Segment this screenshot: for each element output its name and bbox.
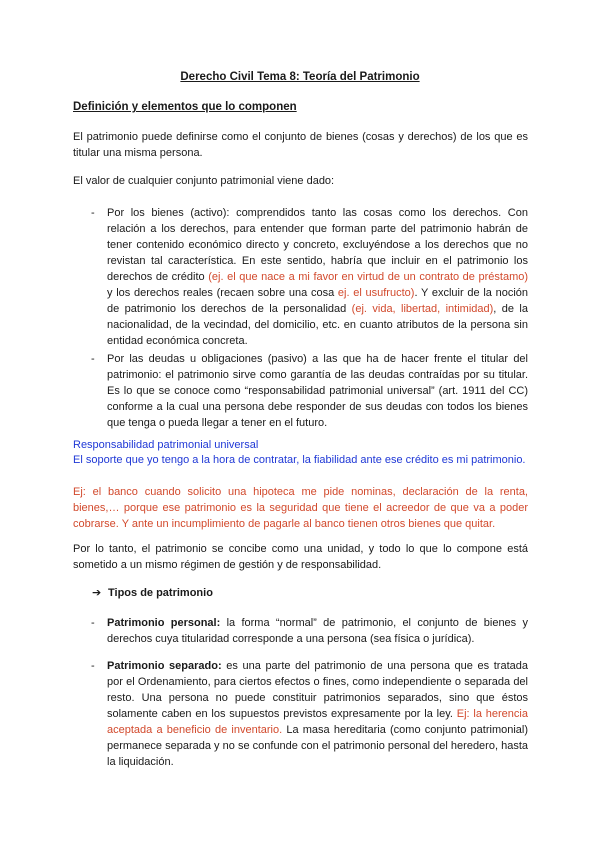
types-heading: Tipos de patrimonio	[108, 587, 213, 599]
section-heading: Definición y elementos que lo componen	[73, 101, 297, 113]
arrow-right-icon: ➔	[92, 587, 102, 599]
document-title: Derecho Civil Tema 8: Teoría del Patrimonio	[180, 71, 420, 83]
types-heading-row	[92, 585, 213, 601]
type-personal-label: Patrimonio personal:	[107, 617, 221, 629]
type-separate: Patrimonio separado: es una parte del patrimonio de una persona que es tratada por el Ordenamiento, para ciertos efectos o fines, como independiente o separada del resto. Una persona no puede constituir patrimonios separados, sino que éstos solamente caben en los supuestos previstos expresamente por la ley. Ej: la herencia aceptada a beneficio de inventario. La masa hereditaria (como conjunto patrimonial) permanece separada y no se confunde con el patrimonio personal del heredero, hasta la liquidación.	[107, 660, 529, 768]
paragraph-unity: Por lo tanto, el patrimonio se concibe como una unidad, y todo lo que lo compone está sometido a un mismo régimen de gestión y de responsabilidad.	[73, 543, 528, 571]
bullet-liabilities: Por las deudas u obligaciones (pasivo) a las que ha de hacer frente el titular del patrimonio: el patrimonio sirve como garantía de las deudas contraídas por su titular. Es lo que se conoce como “responsabilidad patrimonial universal” (art. 1911 del CC) conforme a la cual una persona debe responder de sus deudas con todos los bienes que tenga o pueda llegar a tener en el futuro.	[107, 353, 528, 429]
bullet-dash: -	[91, 207, 95, 219]
note-heading: Responsabilidad patrimonial universal	[73, 439, 259, 451]
note-example-text: Ej: el banco cuando solicito una hipoteca me pide nominas, declaración de la renta, bienes,… porque ese patrimonio es la seguridad que tiene el acreedor de que va a poder cobrarse. Y ante un incumplimiento de pagarle al banco tienen otros bienes que quitar.	[73, 486, 528, 530]
example-inheritance: Ej: la herencia aceptada a beneficio de inventario.	[107, 708, 528, 736]
type-separate-label: Patrimonio separado:	[107, 660, 222, 672]
example-personality-rights: (ej. vida, libertad, intimidad)	[351, 303, 494, 315]
example-real-rights: ej. el usufructo)	[337, 287, 415, 299]
example-credit-rights: (ej. el que nace a mi favor en virtud de un contrato de préstamo)	[208, 271, 529, 283]
paragraph-value-intro: El valor de cualquier conjunto patrimonial viene dado:	[73, 175, 335, 187]
bullet-dash: -	[91, 617, 95, 629]
bullet-dash: -	[91, 353, 95, 365]
bullet-dash: -	[91, 660, 95, 672]
type-personal: Patrimonio personal: la forma “normal” de patrimonio, el conjunto de bienes y derechos cuya titularidad corresponde a una persona (sea física o jurídica).	[107, 617, 528, 645]
bullet-assets: Por los bienes (activo): comprendidos tanto las cosas como los derechos. Con relación a los derechos, para entender que forman parte del patrimonio habrán de tener contenido económico directo y concreto, excluyéndose a los derechos que no revistan tal característica. En este sentido, habría que incluir en el patrimonio los derechos de crédito (ej. el que nace a mi favor en virtud de un contrato de préstamo) y los derechos reales (recaen sobre una cosa ej. el usufructo). Y excluir de la noción de patrimonio los derechos de la personalidad (ej. vida, libertad, intimidad), de la nacionalidad, de la vecindad, del domicilio, etc. en cuanto atributos de la persona sin entidad económica concreta.	[107, 207, 529, 347]
paragraph-definition: El patrimonio puede definirse como el conjunto de bienes (cosas y derechos) de los que es titular una misma persona.	[73, 131, 528, 159]
note-blue-text: El soporte que yo tengo a la hora de contratar, la fiabilidad ante ese crédito es mi patrimonio.	[73, 454, 526, 466]
